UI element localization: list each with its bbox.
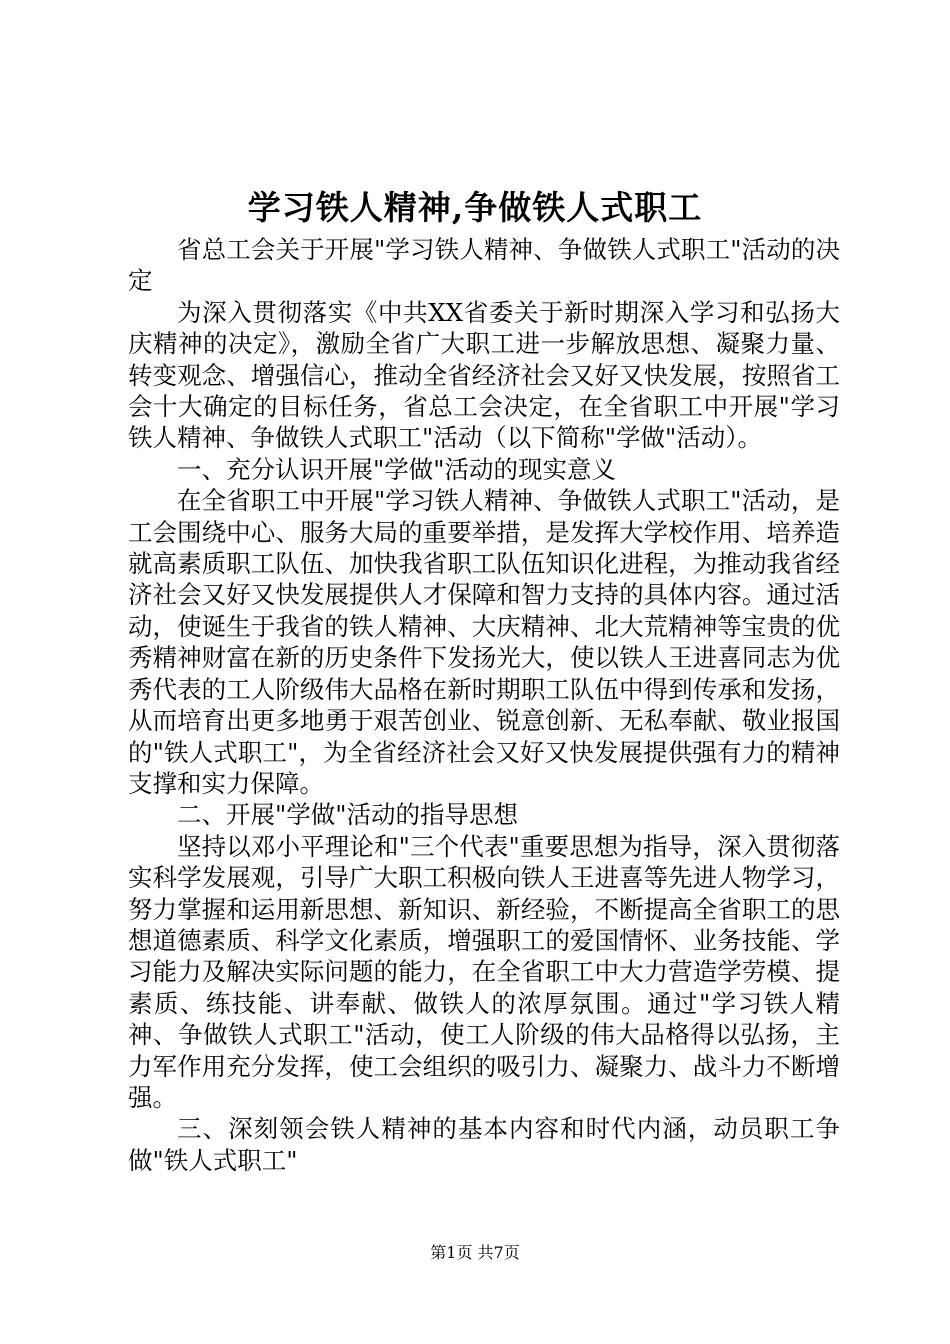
document-body [128, 234, 840, 1176]
document-title: 学习铁人精神,争做铁人式职工 [247, 188, 703, 227]
section-heading-3: 三、深刻领会铁人精神的基本内容和时代内涵，动员职工争做"铁人式职工" [128, 1114, 840, 1175]
paragraph-section-1: 在全省职工中开展"学习铁人精神、争做铁人式职工"活动，是工会围绕中心、服务大局的重要举措，是发挥大学校作用、培养造就高素质职工队伍、加快我省职工队伍知识化进程，为推动我省经济社会又好又快发展提供人才保障和智力支持的具体内容。通过活动，使诞生于我省的铁人精神、大庆精神、北大荒精神等宝贵的优秀精神财富在新的历史条件下发扬光大，使以铁人王进喜同志为优秀代表的工人阶级伟大品格在新时期职工队伍中得到传承和发扬，从而培育出更多地勇于艰苦创业、锐意创新、无私奉献、敬业报国的"铁人式职工"，为全省经济社会又好又快发展提供强有力的精神支撑和实力保障。 [128, 486, 840, 798]
section-heading-2: 二、开展"学做"活动的指导思想 [177, 800, 519, 830]
page-footer: 第1页 共7页 [430, 1243, 520, 1262]
paragraph-intro: 为深入贯彻落实《中共XX省委关于新时期深入学习和弘扬大庆精神的决定》，激励全省广大职工进一步解放思想、凝聚力量、转变观念、增强信心，推动全省经济社会又好又快发展，按照省工会十大确定的目标任务，省总工会决定，在全省职工中开展"学习铁人精神、争做铁人式职工"活动（以下简称"学做"活动）。 [128, 297, 840, 453]
paragraph-section-2: 坚持以邓小平理论和"三个代表"重要思想为指导，深入贯彻落实科学发展观，引导广大职工积极向铁人王进喜等先进人物学习，努力掌握和运用新思想、新知识、新经验，不断提高全省职工的思想道德素质、科学文化素质，增强职工的爱国情怀、业务技能、学习能力及解决实际问题的能力，在全省职工中大力营造学劳模、提素质、练技能、讲奉献、做铁人的浓厚氛围。通过"学习铁人精神、争做铁人式职工"活动，使工人阶级的伟大品格得以弘扬，主力军作用充分发挥，使工会组织的吸引力、凝聚力、战斗力不断增强。 [128, 831, 840, 1112]
section-heading-1: 一、充分认识开展"学做"活动的现实意义 [177, 454, 617, 484]
paragraph-decision-heading: 省总工会关于开展"学习铁人精神、争做铁人式职工"活动的决定 [128, 235, 840, 296]
